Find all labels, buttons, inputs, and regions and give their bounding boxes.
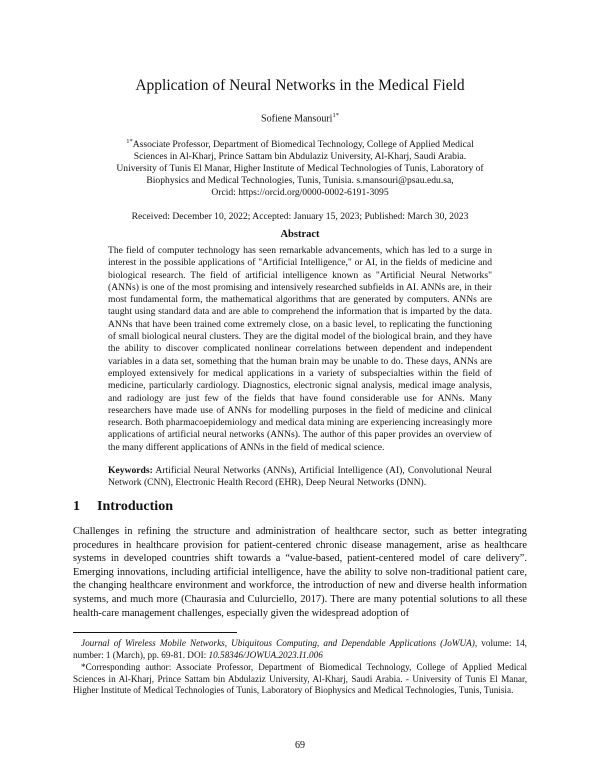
journal-name: Journal of Wireless Mobile Networks, Ubiquitous Computing, and Dependable Applications (JoWUA), xyxy=(81,638,478,648)
author-name-text: Sofiene Mansouri xyxy=(261,113,333,125)
abstract-text: The field of computer technology has seen remarkable advancements, which has led to a surge in interest in the possible applications of "Artificial Intelligence," or AI, in the fields of medicine and biological research. The field of artificial intelligence known as "Artificial Neural Networks" (ANNs) is one of the most promising and intensively researched subfields in AI. ANNs are, in their most fundamental form, the mathematical algorithms that are generated by computers. ANNs are taught using standard data and are able to comprehend the information that is imparted by the data. ANNs that have been trained come extremely close, on a basic level, to replicating the functioning of small biological neural clusters. They are the digital model of the biological brain, and they have the ability to discover complicated nonlinear correlations between dependent and independent variables in a data set, something that the human brain may be unable to do. These days, ANNs are employed extensively for medical applications in a variety of subspecialties within the field of medicine, particularly cardiology. Diagnostics, electronic signal analysis, medical image analysis, and radiology are just few of the fields that have found considerable use for ANNs. Many researchers have made use of ANNs for modelling purposes in the field of medicine and clinical research. Both pharmacoepidemiology and medical data mining are experiencing increasingly more applications of artificial neural networks (ANNs). The author of this paper provides an overview of the many different applications of ANNs in the field of medical science. xyxy=(108,245,492,453)
introduction-paragraph: Challenges in refining the structure and administration of healthcare sector, such as better integrating procedures in healthcare provision for patient-centered chronic disease management, arise as healthcare systems in developed countries shift towards a “value-based, patient-centered model of care delivery”. Emerging innovations, including artificial intelligence, have the ability to solve non-traditional patient care, the changing healthcare environment and workforce, the introduction of new and diverse health information systems, and much more (Chaurasia and Culurciello, 2017). There are many potential solutions to all these health-care management challenges, especially given the widespread adoption of xyxy=(73,526,527,619)
affiliation-orcid: Orcid: https://orcid.org/0000-0002-6191-3095 xyxy=(211,187,389,199)
page-number: 69 xyxy=(295,740,305,751)
abstract-heading: Abstract xyxy=(280,229,320,240)
section-title: Introduction xyxy=(97,499,173,514)
footnote-corresponding-author: *Corresponding author: Associate Professor, Department of Biomedical Technology, College of Applied Medical Sciences in Al-Kharj, Prince Sattam bin Abdulaziz University, Al-Kharj, Saudi Arabia. - University of Tunis El Manar, Higher Institute of Medical Technologies of Tunis, Laboratory of Biophysics and Medical Technologies, Tunis, Tunisia. xyxy=(73,662,527,696)
section-number: 1 xyxy=(73,499,80,514)
keywords xyxy=(108,465,492,490)
affiliation-line-4: Biophysics and Medical Technologies, Tunis, Tunisia. s.mansouri@psau.edu.sa, xyxy=(146,175,454,187)
author-superscript: 1* xyxy=(332,112,339,119)
journal-volume: volume: 14, number: 1 (March), pp. 69-81. DOI: xyxy=(73,638,527,660)
keywords-list: Artificial Neural Networks (ANNs), Artificial Intelligence (AI), Convolutional Neural Network (CNN), Electronic Health Record (EHR), Deep Neural Networks (DNN). xyxy=(108,465,492,489)
affiliation-superscript: 1* xyxy=(126,138,133,145)
affiliation-line-1: $^{1*}$Associate Professor, Department of Biomedical Technology, College of Applied Medical xyxy=(126,138,474,151)
footnote-rule xyxy=(73,632,237,633)
section-heading xyxy=(73,499,173,515)
doi-link[interactable]: 10.58346/JOWUA.2023.I1.006 xyxy=(208,649,323,660)
footnote-journal xyxy=(73,638,527,661)
author-name xyxy=(0,112,600,124)
affiliation-line-2: Sciences in Al-Kharj, Prince Sattam bin Abdulaziz University, Al-Kharj, Saudi Arabia. xyxy=(133,151,467,163)
affiliation-line-3: University of Tunis El Manar, Higher Institute of Medical Technologies of Tunis, Laboratory of xyxy=(116,163,484,175)
publication-dates: Received: December 10, 2022; Accepted: January 15, 2023; Published: March 30, 2023 xyxy=(131,211,469,222)
paper-title: Application of Neural Networks in the Medical Field xyxy=(135,77,465,94)
affiliation xyxy=(90,136,510,199)
keywords-label: Keywords: xyxy=(108,465,153,476)
